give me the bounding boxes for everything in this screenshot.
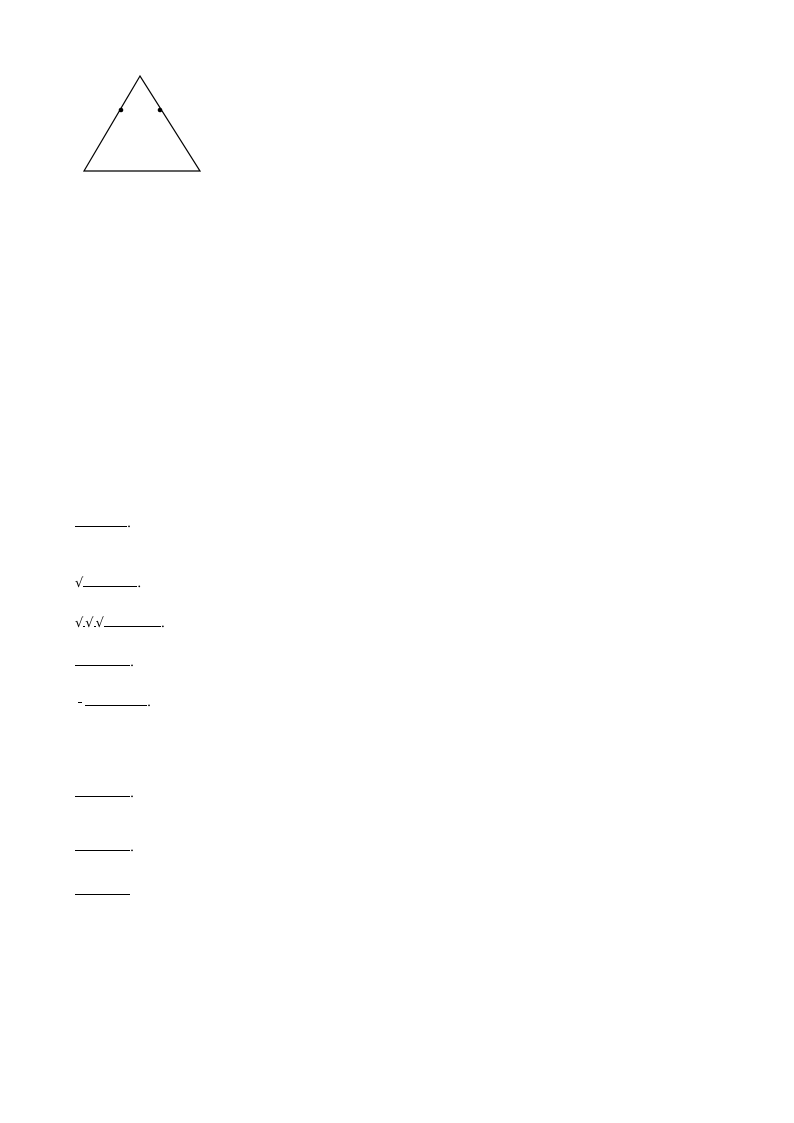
question-18 <box>75 868 725 914</box>
option-c-graph <box>82 310 262 430</box>
option-d[interactable] <box>396 310 586 430</box>
answer-blank[interactable] <box>75 651 130 666</box>
option-a[interactable] <box>72 186 262 306</box>
option-c[interactable] <box>72 310 262 430</box>
answer-blank[interactable] <box>85 572 137 587</box>
answer-blank[interactable] <box>75 880 130 895</box>
option-b-graph <box>406 186 586 306</box>
question-14: ． <box>75 651 725 673</box>
question-12: √ ． <box>75 571 725 594</box>
answer-blank[interactable] <box>106 612 161 627</box>
triangle-figure <box>60 60 230 190</box>
question-17: ． <box>75 836 725 858</box>
answer-blank[interactable] <box>75 836 130 851</box>
option-d-graph <box>406 310 586 430</box>
option-a-graph <box>82 186 262 306</box>
question-16: ． <box>75 775 725 804</box>
answer-blank[interactable] <box>85 691 147 706</box>
sqrt-symbol: √ <box>75 576 84 591</box>
question-11: ． <box>75 505 725 534</box>
question-15: ． <box>75 681 725 713</box>
question-13: √ √ √ ． <box>75 612 725 634</box>
answer-blank[interactable] <box>75 782 130 797</box>
answer-blank[interactable] <box>75 512 127 527</box>
option-b[interactable] <box>396 186 586 306</box>
fraction <box>78 702 82 703</box>
